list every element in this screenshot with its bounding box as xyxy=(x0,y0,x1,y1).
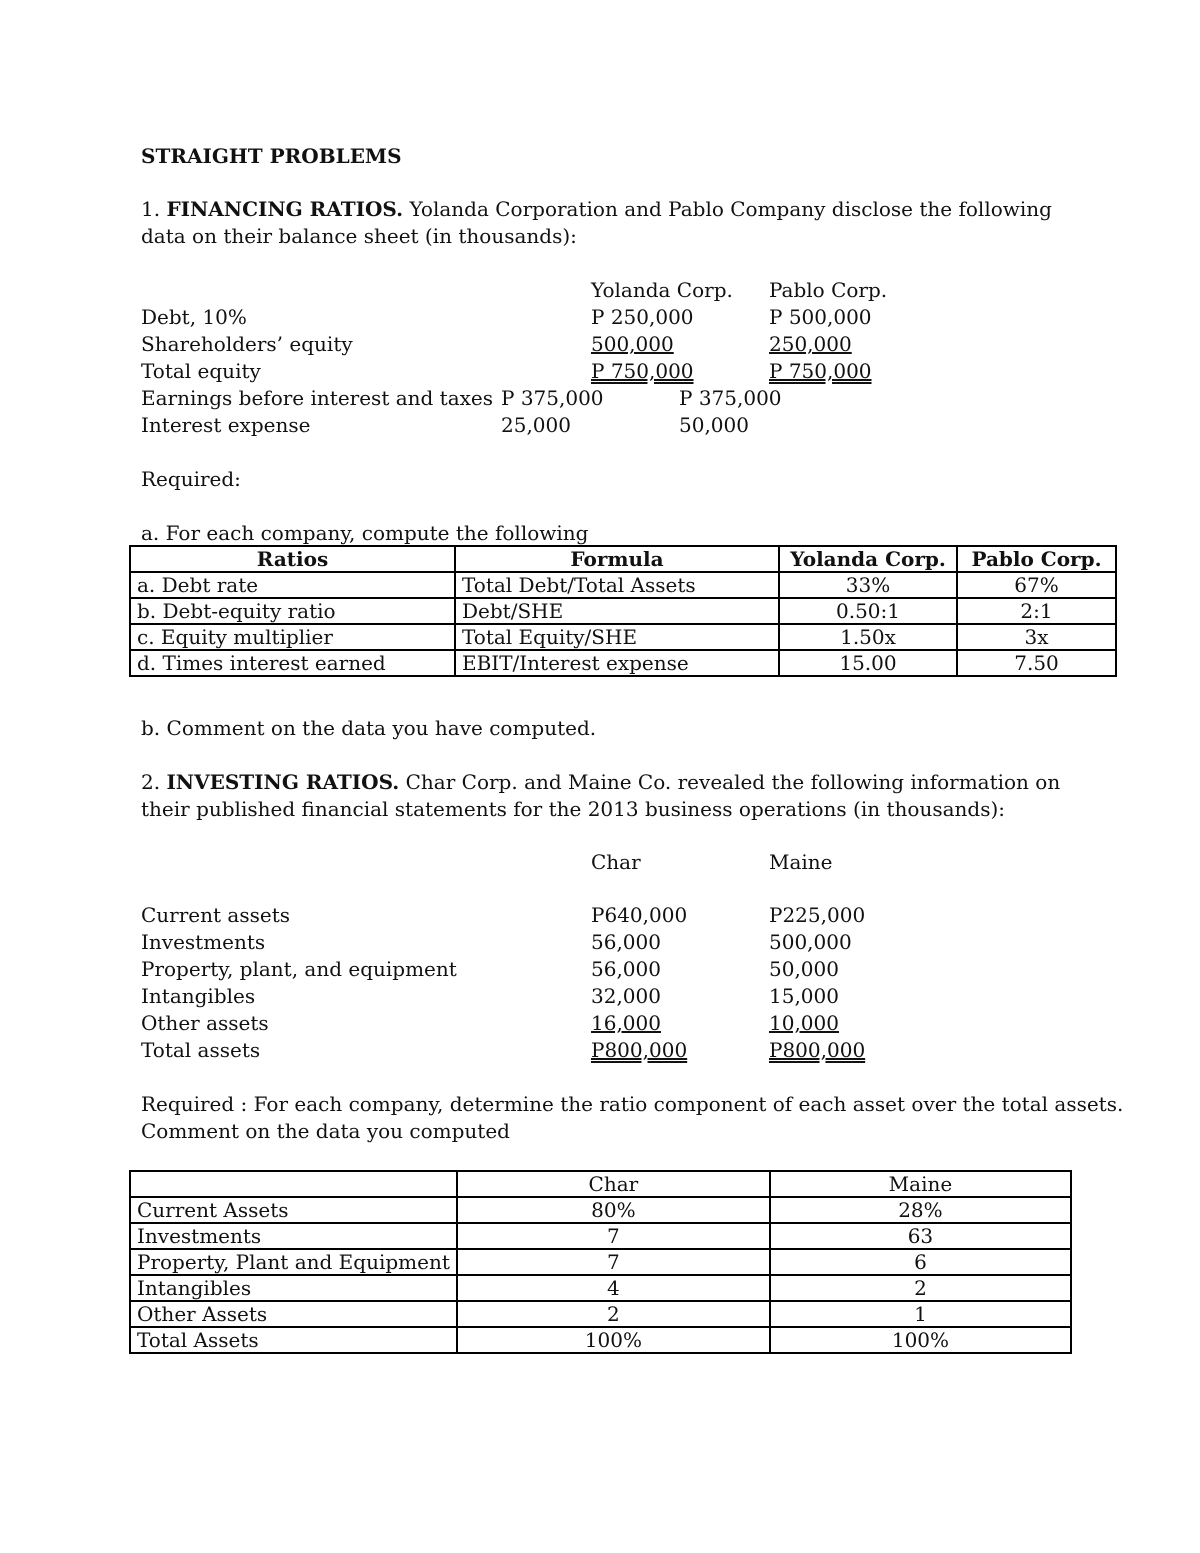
table-cell: 7 xyxy=(457,1223,770,1249)
table-header-row xyxy=(130,1171,1071,1197)
table-header-cell: Yolanda Corp. xyxy=(779,546,957,572)
p2-row-value-maine: 10,000 xyxy=(769,1011,839,1035)
p2-row-value-char: 56,000 xyxy=(591,930,661,954)
p1-part-b: b. Comment on the data you have computed. xyxy=(141,716,597,740)
p1-row-label: Debt, 10% xyxy=(141,305,247,329)
table-cell: 1 xyxy=(770,1301,1071,1327)
p1-row-value-yolanda: P 750,000 xyxy=(591,359,694,383)
p2-row-label: Other assets xyxy=(141,1011,269,1035)
p2-row-label: Investments xyxy=(141,930,266,954)
table-cell: d. Times interest earned xyxy=(130,650,455,676)
table-cell: b. Debt-equity ratio xyxy=(130,598,455,624)
p2-row-value-maine: P225,000 xyxy=(769,903,866,927)
problem-1-intro xyxy=(141,196,1071,250)
table-cell: 100% xyxy=(457,1327,770,1353)
p1-row-value-pablo: 50,000 xyxy=(679,413,749,437)
table-row xyxy=(130,598,1116,624)
table-cell: 28% xyxy=(770,1197,1071,1223)
table-row xyxy=(130,624,1116,650)
table-cell: 2 xyxy=(770,1275,1071,1301)
table-cell: 67% xyxy=(957,572,1116,598)
table-header-cell: Formula xyxy=(455,546,779,572)
table-header-cell: Pablo Corp. xyxy=(957,546,1116,572)
p1-col-header-yolanda: Yolanda Corp. xyxy=(591,278,733,302)
p2-col-header-char: Char xyxy=(591,850,641,874)
table-cell: 2:1 xyxy=(957,598,1116,624)
p2-required-line-2: Comment on the data you computed xyxy=(141,1119,510,1143)
table-row xyxy=(130,1275,1071,1301)
p1-col-header-pablo: Pablo Corp. xyxy=(769,278,888,302)
problem-1-text: Yolanda Corporation and Pablo Company disclose the following data on their balance sheet (in thousands): xyxy=(141,197,1052,248)
table-cell: EBIT/Interest expense xyxy=(455,650,779,676)
table-row xyxy=(130,1249,1071,1275)
problem-2-heading: INVESTING RATIOS. xyxy=(166,770,400,794)
table-row xyxy=(130,572,1116,598)
table-cell: 7 xyxy=(457,1249,770,1275)
problem-1-heading: FINANCING RATIOS. xyxy=(166,197,404,221)
table-cell: Investments xyxy=(130,1223,457,1249)
p1-row-label: Interest expense xyxy=(141,413,311,437)
p1-row-value-pablo: P 750,000 xyxy=(769,359,872,383)
table-cell: 6 xyxy=(770,1249,1071,1275)
table-cell: c. Equity multiplier xyxy=(130,624,455,650)
table-cell: 0.50:1 xyxy=(779,598,957,624)
p2-row-value-char: 56,000 xyxy=(591,957,661,981)
p1-row-value-pablo: P 375,000 xyxy=(679,386,782,410)
table-cell: 4 xyxy=(457,1275,770,1301)
p1-row-value-yolanda: P 250,000 xyxy=(591,305,694,329)
problem-2-text: Char Corp. and Maine Co. revealed the following information on their published financial statements for the 2013 business operations (in thousands): xyxy=(141,770,1061,821)
p1-row-value-pablo: 250,000 xyxy=(769,332,852,356)
p2-row-label: Intangibles xyxy=(141,984,256,1008)
p1-row-value-yolanda: P 375,000 xyxy=(501,386,604,410)
p1-row-value-pablo: P 500,000 xyxy=(769,305,872,329)
page-title: STRAIGHT PROBLEMS xyxy=(141,144,402,168)
p2-row-value-maine: P800,000 xyxy=(769,1038,866,1062)
ratios-table xyxy=(129,545,1117,677)
table-cell: Intangibles xyxy=(130,1275,457,1301)
table-cell: 63 xyxy=(770,1223,1071,1249)
table-header-cell xyxy=(130,1171,457,1197)
table-header-cell: Maine xyxy=(770,1171,1071,1197)
p1-row-label: Shareholders’ equity xyxy=(141,332,353,356)
problem-1-number: 1. xyxy=(141,197,161,221)
table-row xyxy=(130,1301,1071,1327)
problem-2-number: 2. xyxy=(141,770,161,794)
table-cell: 15.00 xyxy=(779,650,957,676)
p2-row-value-char: 16,000 xyxy=(591,1011,661,1035)
table-row xyxy=(130,1223,1071,1249)
p1-required-label: Required: xyxy=(141,467,241,491)
p1-row-value-yolanda: 25,000 xyxy=(501,413,571,437)
table-cell: Debt/SHE xyxy=(455,598,779,624)
p1-row-label: Earnings before interest and taxes xyxy=(141,386,494,410)
table-row xyxy=(130,650,1116,676)
p2-row-label: Total assets xyxy=(141,1038,261,1062)
table-cell: 100% xyxy=(770,1327,1071,1353)
p2-row-value-char: 32,000 xyxy=(591,984,661,1008)
p1-row-label: Total equity xyxy=(141,359,261,383)
table-cell: Current Assets xyxy=(130,1197,457,1223)
p2-col-header-maine: Maine xyxy=(769,850,833,874)
problem-2-intro xyxy=(141,769,1071,823)
table-cell: 2 xyxy=(457,1301,770,1327)
table-cell: a. Debt rate xyxy=(130,572,455,598)
table-cell: 1.50x xyxy=(779,624,957,650)
table-row xyxy=(130,1327,1071,1353)
p2-required-line-1: Required : For each company, determine the ratio component of each asset over the total assets. xyxy=(141,1092,1124,1116)
table-header-row xyxy=(130,546,1116,572)
table-cell: 7.50 xyxy=(957,650,1116,676)
table-header-cell: Ratios xyxy=(130,546,455,572)
p2-row-label: Current assets xyxy=(141,903,291,927)
table-cell: Total Equity/SHE xyxy=(455,624,779,650)
table-header-cell: Char xyxy=(457,1171,770,1197)
p1-part-a: a. For each company, compute the following xyxy=(141,521,589,545)
table-cell: Total Assets xyxy=(130,1327,457,1353)
p2-row-value-maine: 500,000 xyxy=(769,930,852,954)
table-cell: Property, Plant and Equipment xyxy=(130,1249,457,1275)
table-row xyxy=(130,1197,1071,1223)
p2-row-label: Property, plant, and equipment xyxy=(141,957,457,981)
table-cell: Total Debt/Total Assets xyxy=(455,572,779,598)
p2-row-value-maine: 15,000 xyxy=(769,984,839,1008)
p2-row-value-maine: 50,000 xyxy=(769,957,839,981)
table-cell: 33% xyxy=(779,572,957,598)
p2-row-value-char: P640,000 xyxy=(591,903,688,927)
table-cell: 80% xyxy=(457,1197,770,1223)
table-cell: Other Assets xyxy=(130,1301,457,1327)
p1-row-value-yolanda: 500,000 xyxy=(591,332,674,356)
asset-composition-table xyxy=(129,1170,1072,1354)
p2-row-value-char: P800,000 xyxy=(591,1038,688,1062)
table-cell: 3x xyxy=(957,624,1116,650)
